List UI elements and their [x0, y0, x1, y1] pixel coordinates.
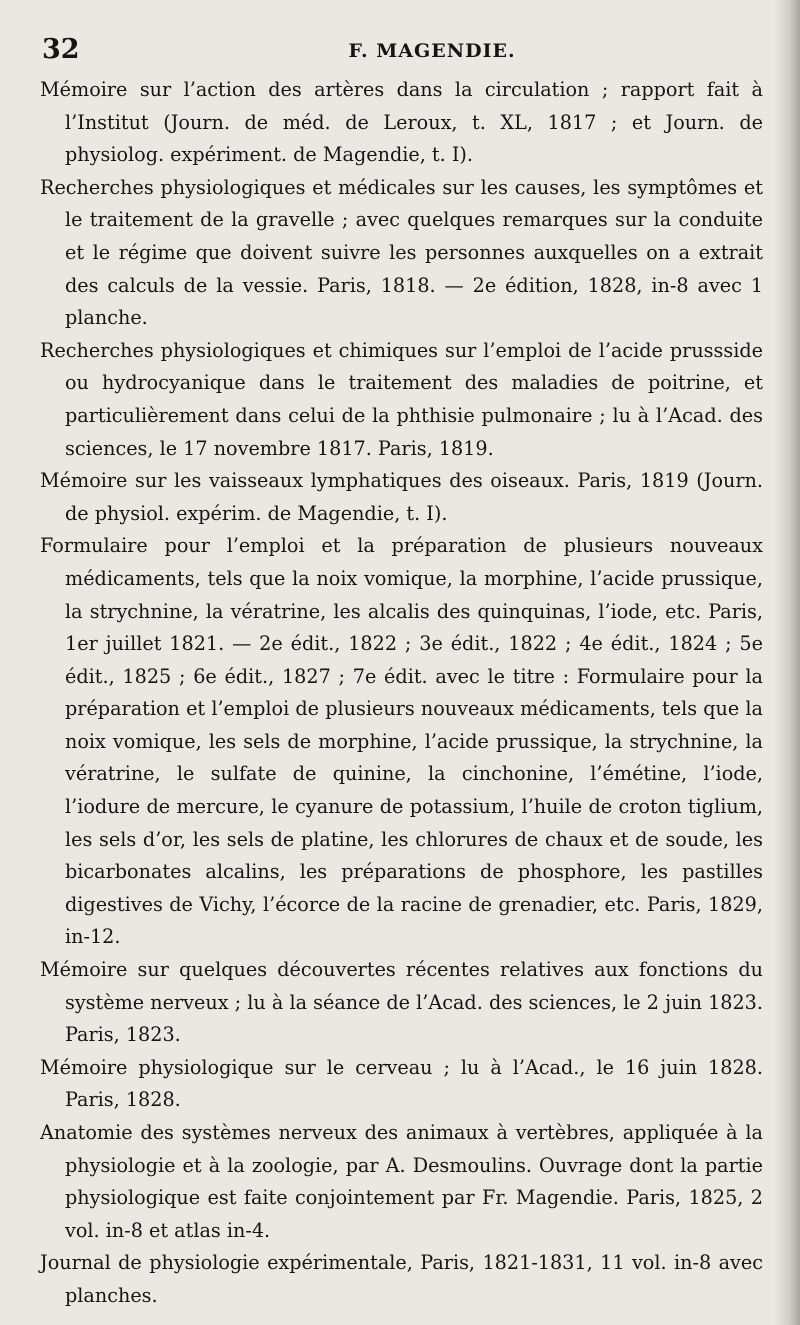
bibliography-entry: Mémoire sur quelques découvertes récentes relatives aux fonctions du système nerveux ; lu à la séance de l’Acad. des sciences, le 2 juin 1823. Paris, 1823. [40, 958, 763, 1047]
bibliography-entry: Recherches physiologiques et chimiques sur l’emploi de l’acide prussside ou hydrocyanique dans le traitement des maladies de poitrine, et particulièrement dans celui de la phthisie pulmonaire ; lu à l’Acad. des sciences, le 17 novembre 1817. Paris, 1819. [40, 338, 763, 460]
bibliography-entry: Mémoire sur l’action des artères dans la circulation ; rapport fait à l’Institut (Journ. de méd. de Leroux, t. XL, 1817 ; et Journ. de physiolog. expériment. de Magendie, t. I). [40, 78, 763, 167]
running-head: F. MAGENDIE. [348, 40, 516, 62]
bibliography-entry: Anatomie des systèmes nerveux des animaux à vertèbres, appliquée à la physiologie et à la zoologie, par A. Desmoulins. Ouvrage dont la partie physiologique est faite conjointement par Fr. Magendie. Paris, 1825, 2 vol. in-8 et atlas in-4. [40, 1121, 763, 1242]
page-edge-shadow [774, 0, 800, 1325]
bibliography-entry: Mémoire physiologique sur le cerveau ; lu à l’Acad., le 16 juin 1828. Paris, 1828. [40, 1055, 763, 1112]
page-header [40, 30, 764, 74]
page-number: 32 [42, 34, 80, 65]
bibliography-entry: Mémoire sur les vaisseaux lymphatiques des oiseaux. Paris, 1819 (Journ. de physiol. expérim. de Magendie, t. I). [40, 469, 763, 525]
bibliography-entry: Recherches physiologiques et médicales sur les causes, les symptômes et le traitement de la gravelle ; avec quelques remarques sur la conduite et le régime que doivent suivre les personnes auxquelles on a extrait des calculs de la vessie. Paris, 1818. — 2e édition, 1828, in-8 avec 1 planche. [40, 175, 763, 330]
bibliography-entry: Formulaire pour l’emploi et la préparation de plusieurs nouveaux médicaments, tels que la noix vomique, la morphine, l’acide prussique, la strychnine, la vératrine, les alcalis des quinquinas, l’iode, etc. Paris, 1er juillet 1821. — 2e édit., 1822 ; 3e édit., 1822 ; 4e édit., 1824 ; 5e édit., 1825 ; 6e édit., 1827 ; 7e édit. avec le titre : Formulaire pour la préparation et l’emploi de plusieurs nouveaux médicaments, tels que la noix vomique, les sels de morphine, l’acide prussique, la strychnine, la vératrine, le sulfate de quinine, la cinchonine, l’émétine, l’iode, l’iodure de mercure, le cyanure de potassium, l’huile de croton tiglium, les sels d’or, les sels de platine, les chlorures de chaux et de soude, les bicarbonates alcalins, les préparations de phosphore, les pastilles digestives de Vichy, l’écorce de la racine de grenadier, etc. Paris, 1829, in-12. [40, 534, 763, 949]
bibliography-entry: Journal de physiologie expérimentale, Paris, 1821-1831, 11 vol. in-8 avec planches. [40, 1251, 763, 1307]
bibliography-list [40, 74, 763, 1313]
